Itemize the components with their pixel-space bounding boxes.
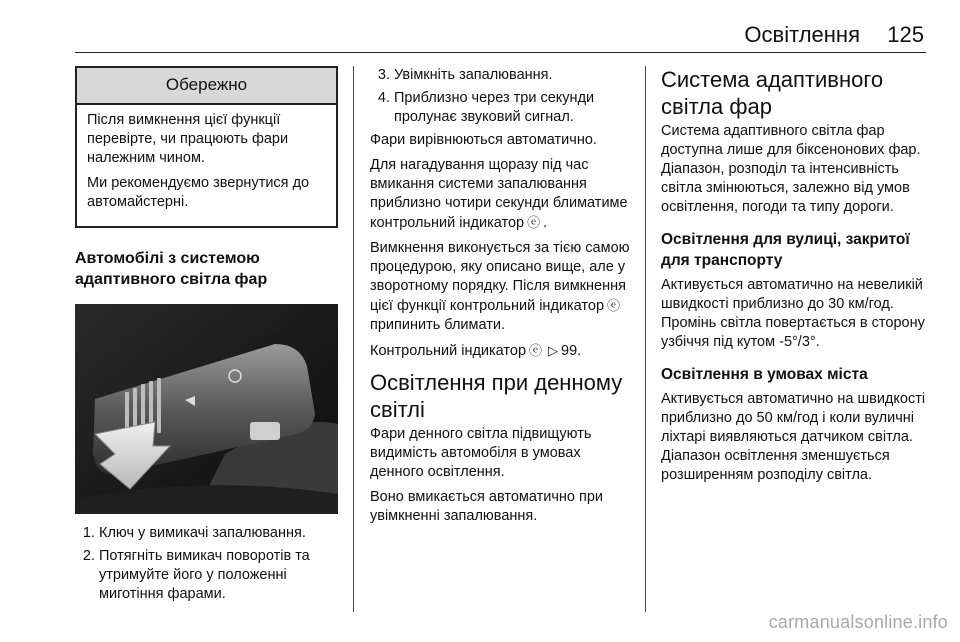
page-number: 125 (887, 22, 924, 47)
subheading-town: Освітлення в умовах міста (661, 366, 868, 383)
headlight-indicator-icon: ⓔ (529, 343, 543, 358)
body-paragraph: Система адаптивного світла фар доступна лише для біксенонових фар. Діапазон, розподіл та інтенсивність світла змінюються, залежно від умов освітлення, погоди та типу дороги. (661, 123, 921, 215)
section-heading-adaptive: Система адаптивного світла фар (661, 67, 884, 119)
column-divider (645, 66, 646, 612)
running-title: Освітлення (744, 22, 860, 47)
section-heading-daytime: Освітлення при денному світлі (370, 370, 623, 422)
header-rule (75, 52, 926, 53)
body-paragraph: Активується автоматично на невеликій швидкості приблизно до 30 км/год. Промінь світла повертається в сторону узбіччя під кутом -5°/3°. (661, 277, 925, 350)
list-item: 4. Приблизно через три секунди пролунає звуковий сигнал. (377, 90, 595, 125)
body-paragraph: Воно вмикається автоматично при увімкненні запалювання. (370, 489, 604, 524)
caution-paragraph: Після вимкнення цієї функції перевірте, чи працюють фари належним чином. (87, 112, 289, 166)
column-divider (353, 66, 354, 612)
caution-paragraph: Ми рекомендуємо звернутися до автомайстерні. (87, 175, 310, 210)
headlight-indicator-icon: ⓔ (607, 298, 621, 313)
procedure-steps (75, 524, 338, 604)
body-paragraph: Фари вирівнюються автоматично. (370, 132, 597, 148)
body-paragraph: Активується автоматично на швидкості приблизно до 50 км/год і коли вуличні ліхтарі виявляються датчиком світла. Діапазон освітлення зменшується розширенням розподілу світла. (661, 391, 926, 483)
page-reference-arrow-icon: ▷ (548, 343, 559, 358)
column-right (661, 66, 929, 491)
list-item: 2. Потягніть вимикач поворотів та утримуйте його у положенні миготіння фарами. (82, 548, 310, 602)
procedure-steps-continued (370, 66, 632, 127)
caution-box (75, 66, 338, 228)
body-paragraph: Фари денного світла підвищують видимість автомобіля в умовах денного освітлення. (370, 426, 592, 480)
watermark: carmanualsonline.info (768, 612, 948, 632)
body-paragraph: Вимкнення виконується за тією самою процедурою, яку описано вище, але у зворотному порядку. Після вимкнення цієї функції контрольний індикатор ⓔприпинить блимати. (370, 240, 630, 333)
caution-body (77, 105, 336, 226)
list-item: 3. Увімкніть запалювання. (377, 67, 553, 83)
turn-signal-lever-illustration (75, 304, 338, 514)
caution-title: Обережно (77, 68, 336, 105)
list-item: 1. Ключ у вимикачі запалювання. (82, 525, 306, 541)
section-heading-adaptive-vehicles: Автомобілі з системою адаптивного світла фар (75, 250, 268, 288)
body-paragraph: Контрольний індикатор ⓔ ▷ 99. (370, 343, 582, 359)
column-left (75, 66, 338, 608)
body-paragraph: Для нагадування щоразу під час вмикання системи запалювання приблизно чотири секунди блиматиме контрольний індикатор ⓔ . (370, 157, 628, 231)
headlight-indicator-icon: ⓔ (527, 215, 541, 230)
subheading-country: Освітлення для вулиці, закритої для транспорту (661, 231, 910, 269)
column-middle (370, 66, 632, 532)
